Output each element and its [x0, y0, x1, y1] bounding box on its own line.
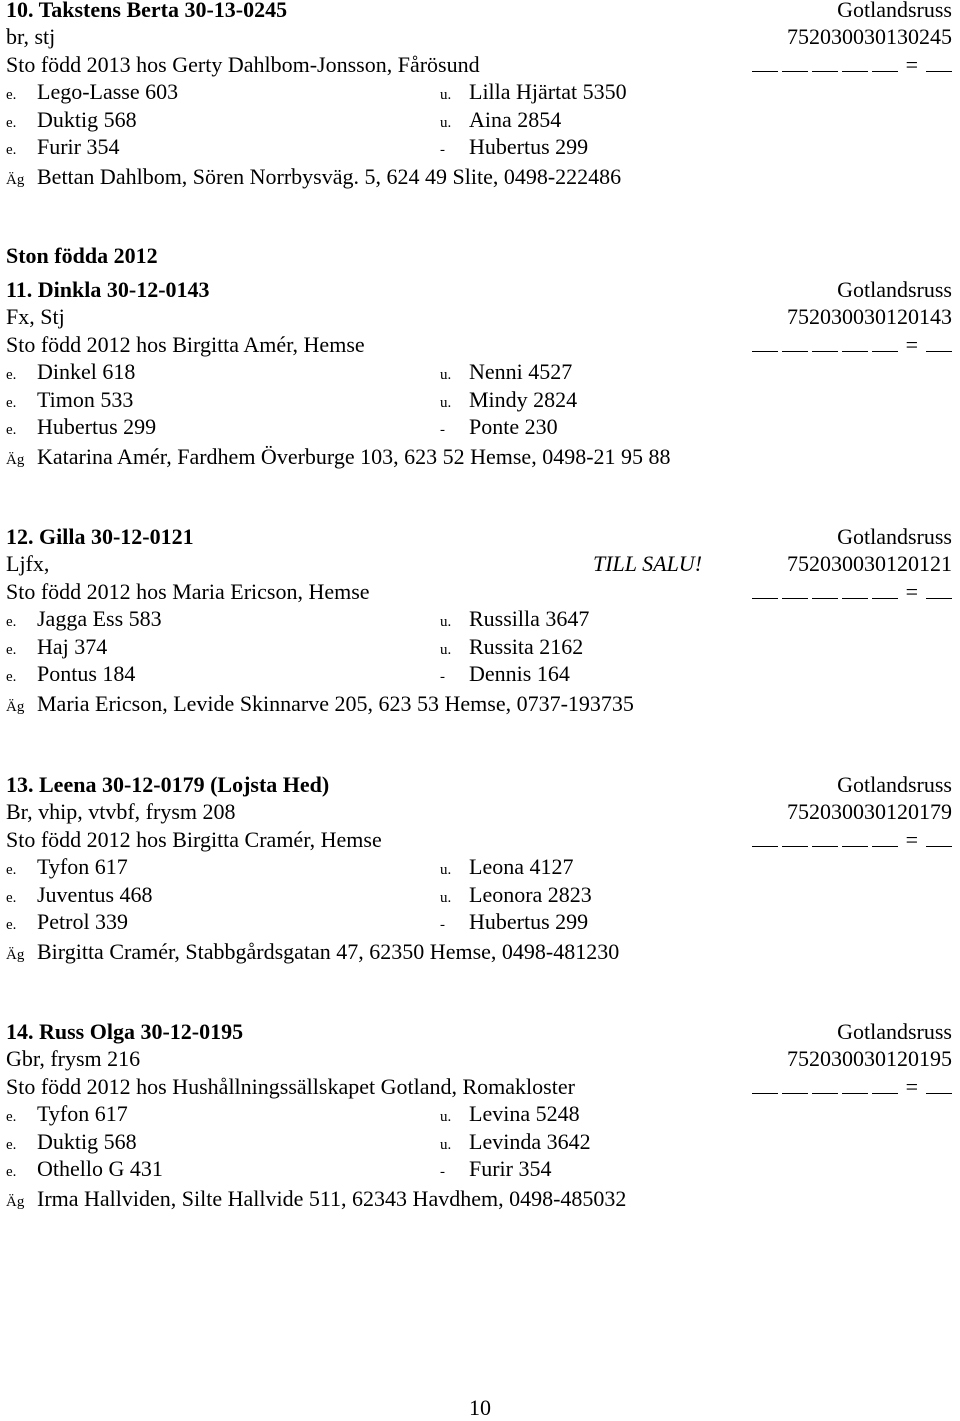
entry-title: 11. Dinkla 30-12-0143	[6, 277, 210, 302]
entry-breed: Gotlandsruss	[837, 0, 952, 22]
sire-cell: e. Juventus 468	[6, 881, 153, 907]
entry-breed: Gotlandsruss	[837, 772, 952, 797]
section-heading: Ston födda 2012	[6, 243, 158, 268]
score-blanks: =	[748, 578, 952, 605]
entry-title: 13. Leena 30-12-0179 (Lojsta Hed)	[6, 772, 330, 797]
dam-cell: u. Levina 5248	[440, 1101, 580, 1127]
entry-11	[6, 276, 952, 471]
dam-cell: u. Russita 2162	[440, 633, 584, 659]
entry-id: 752030030120143	[787, 304, 952, 330]
entry-bred: Sto född 2012 hos Birgitta Amér, Hemse	[6, 331, 365, 357]
entry-id: 752030030120179	[787, 799, 952, 825]
entry-description: Fx, Stj	[6, 304, 65, 330]
dam-cell: u. Mindy 2824	[440, 386, 578, 412]
owner-line: Äg Irma Hallviden, Silte Hallvide 511, 62343 Havdhem, 0498-485032	[6, 1186, 627, 1212]
score-blanks: =	[748, 331, 952, 358]
sire-cell: e. Duktig 568	[6, 106, 137, 132]
entry-bred: Sto född 2012 hos Birgitta Cramér, Hemse	[6, 826, 382, 852]
sire-cell: e. Tyfon 617	[6, 854, 128, 880]
for-sale-note: TILL SALU!	[593, 551, 703, 577]
entry-10	[6, 0, 952, 191]
dam-cell: u. Levinda 3642	[440, 1128, 591, 1154]
score-blanks: =	[748, 51, 952, 78]
sire-cell: e. Petrol 339	[6, 908, 129, 934]
entry-breed: Gotlandsruss	[837, 524, 952, 549]
dam-cell: u. Leona 4127	[440, 854, 574, 880]
entry-title: 12. Gilla 30-12-0121	[6, 524, 194, 549]
sire-cell: e. Tyfon 617	[6, 1101, 128, 1127]
entry-12	[6, 523, 952, 718]
owner-line: Äg Bettan Dahlbom, Sören Norrbysväg. 5, 624 49 Slite, 0498-222486	[6, 164, 622, 190]
sire-cell: e. Othello G 431	[6, 1155, 163, 1181]
entry-breed: Gotlandsruss	[837, 277, 952, 302]
sire-cell: e. Hubertus 299	[6, 413, 157, 439]
owner-line: Äg Katarina Amér, Fardhem Överburge 103, 623 52 Hemse, 0498-21 95 88	[6, 444, 671, 470]
dam-cell: u. Nenni 4527	[440, 359, 573, 385]
entry-breed: Gotlandsruss	[837, 1019, 952, 1044]
entry-id: 752030030120121	[787, 551, 952, 577]
dam-cell: u. Leonora 2823	[440, 881, 592, 907]
sire-cell: e. Lego-Lasse 603	[6, 79, 179, 105]
dam-cell: - Ponte 230	[440, 413, 558, 439]
entry-description: Ljfx,	[6, 551, 50, 577]
sire-cell: e. Timon 533	[6, 386, 134, 412]
page-number: 10	[469, 1395, 491, 1420]
sire-cell: e. Jagga Ess 583	[6, 606, 162, 632]
entry-bred: Sto född 2013 hos Gerty Dahlbom-Jonsson, Fårösund	[6, 51, 480, 77]
entry-13	[6, 771, 952, 966]
entry-id: 752030030120195	[787, 1046, 952, 1072]
entry-description: br, stj	[6, 24, 56, 50]
entry-bred: Sto född 2012 hos Maria Ericson, Hemse	[6, 578, 370, 604]
owner-line: Äg Birgitta Cramér, Stabbgårdsgatan 47, 62350 Hemse, 0498-481230	[6, 939, 620, 965]
entry-bred: Sto född 2012 hos Hushållningssällskapet Gotland, Romakloster	[6, 1073, 575, 1099]
dam-cell: u. Lilla Hjärtat 5350	[440, 79, 627, 105]
entry-title: 10. Takstens Berta 30-13-0245	[6, 0, 288, 22]
sire-cell: e. Haj 374	[6, 633, 108, 659]
sire-cell: e. Pontus 184	[6, 660, 136, 686]
owner-line: Äg Maria Ericson, Levide Skinnarve 205, 623 53 Hemse, 0737-193735	[6, 691, 634, 717]
score-blanks: =	[748, 826, 952, 853]
dam-cell: - Furir 354	[440, 1155, 552, 1181]
entry-description: Br, vhip, vtvbf, frysm 208	[6, 799, 236, 825]
sire-cell: e. Duktig 568	[6, 1128, 137, 1154]
score-blanks: =	[748, 1073, 952, 1100]
dam-cell: u. Aina 2854	[440, 106, 562, 132]
sire-cell: e. Furir 354	[6, 133, 120, 159]
dam-cell: u. Russilla 3647	[440, 606, 590, 632]
entry-title: 14. Russ Olga 30-12-0195	[6, 1019, 244, 1044]
sire-cell: e. Dinkel 618	[6, 359, 136, 385]
dam-cell: - Hubertus 299	[440, 908, 589, 934]
entry-description: Gbr, frysm 216	[6, 1046, 141, 1072]
dam-cell: - Hubertus 299	[440, 133, 589, 159]
entry-id: 752030030130245	[787, 24, 952, 50]
entry-14	[6, 1018, 952, 1213]
dam-cell: - Dennis 164	[440, 660, 570, 686]
